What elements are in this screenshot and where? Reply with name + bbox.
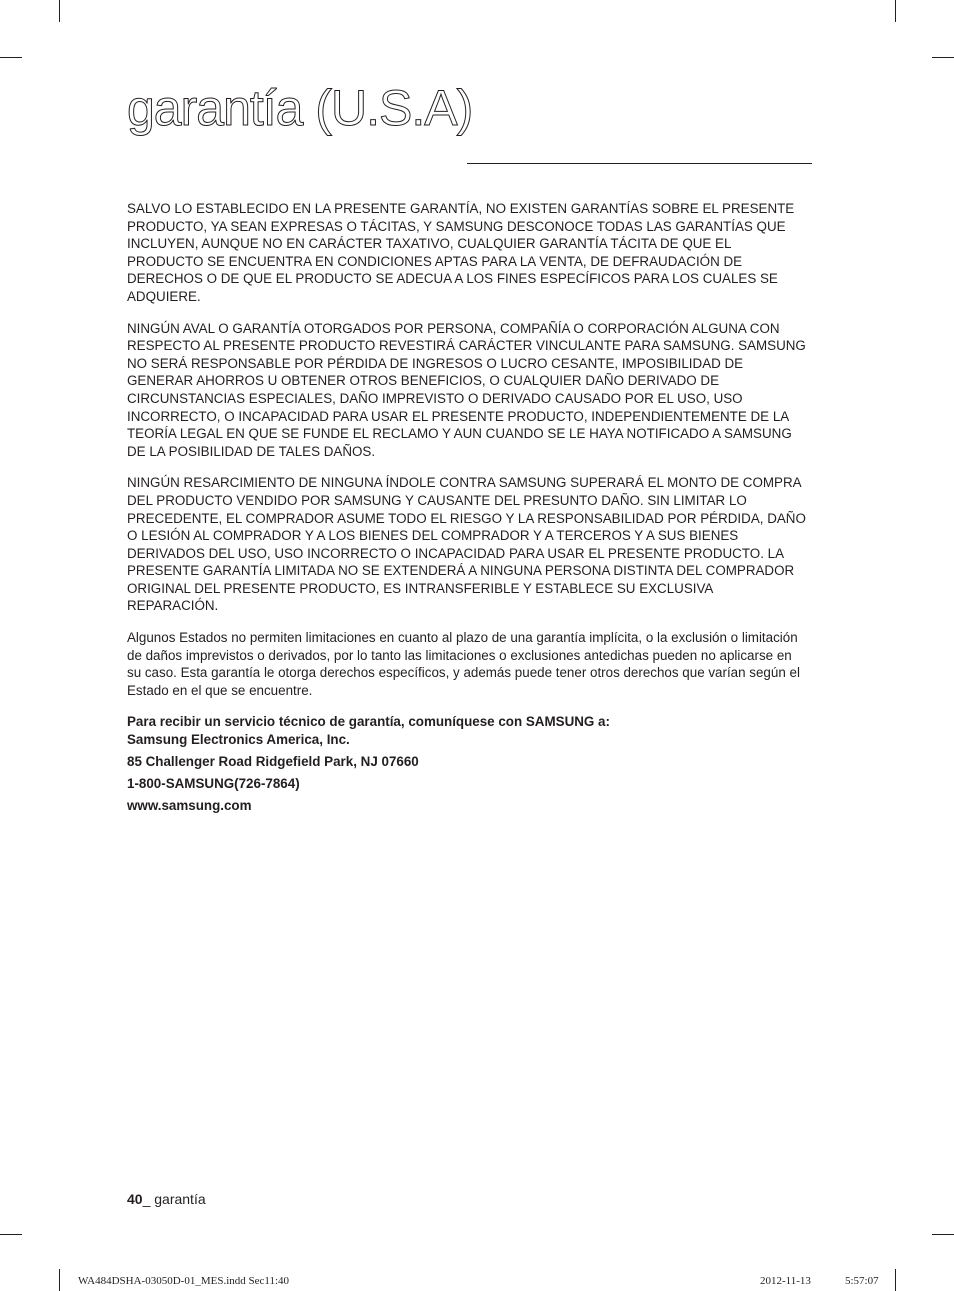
crop-mark-top-left-horizontal [0, 57, 22, 58]
crop-mark-bottom-left-horizontal [0, 1234, 22, 1235]
crop-mark-bottom-right-vertical [895, 1269, 896, 1291]
page-number: 40 [127, 1191, 143, 1207]
contact-company: Samsung Electronics America, Inc. [127, 732, 350, 748]
paragraph-liability: NINGÚN AVAL O GARANTÍA OTORGADOS POR PERSONA, COMPAÑÍA O CORPORACIÓN ALGUNA CON RESPECTO AL PRESENTE PRODUCTO REVESTIRÁ CARÁCTER VINCULANTE PARA SAMSUNG. SAMSUNG NO SERÁ RESPONSABLE POR PÉRDIDA DE INGRESOS O LUCRO CESANTE, IMPOSIBILIDAD DE GENERAR AHORROS U OBTENER OTROS BENEFICIOS, O CUALQUIER DAÑO DERIVADO DE CIRCUNSTANCIAS ESPECIALES, DAÑO IMPREVISTO O DERIVADO CAUSADO POR EL USO, USO INCORRECTO, O INCAPACIDAD PARA USAR EL PRESENTE PRODUCTO, INDEPENDIENTEMENTE DE LA TEORÍA LEGAL EN QUE SE FUNDE EL RECLAMO Y AUN CUANDO SE LE HAYA NOTIFICADO A SAMSUNG DE LA POSIBILIDAD DE TALES DAÑOS. [127, 320, 806, 459]
page-footer [127, 1191, 206, 1207]
paragraph-disclaimer: SALVO LO ESTABLECIDO EN LA PRESENTE GARANTÍA, NO EXISTEN GARANTÍAS SOBRE EL PRESENTE PRODUCTO, YA SEAN EXPRESAS O TÁCITAS, Y SAMSUNG DESCONOCE TODAS LAS GARANTÍAS QUE INCLUYEN, AUNQUE NO EN CARÁCTER TAXATIVO, CUALQUIER GARANTÍA TÁCITA DE QUE EL PRODUCTO SE ENCUENTRA EN CONDICIONES APTAS PARA LA VENTA, DE DEFRAUDACIÓN DE DERECHOS O DE QUE EL PRODUCTO SE ADECUA A LOS FINES ESPECÍFICOS PARA LOS CUALES SE ADQUIERE. [127, 201, 795, 304]
crop-mark-top-right-horizontal [932, 57, 954, 58]
slug-time: 5:57:07 [845, 1275, 879, 1287]
contact-address: 85 Challenger Road Ridgefield Park, NJ 07660 [127, 754, 419, 770]
footer-section: _ garantía [142, 1191, 206, 1207]
slug-date: 2012-11-13 [760, 1275, 811, 1287]
crop-mark-bottom-right-horizontal [932, 1234, 954, 1235]
paragraph-remedy: NINGÚN RESARCIMIENTO DE NINGUNA ÍNDOLE CONTRA SAMSUNG SUPERARÁ EL MONTO DE COMPRA DEL PRODUCTO VENDIDO POR SAMSUNG Y CAUSANTE DEL PRESUNTO DAÑO. SIN LIMITAR LO PRECEDENTE, EL COMPRADOR ASUME TODO EL RIESGO Y LA RESPONSABILIDAD POR PÉRDIDA, DAÑO O LESIÓN AL COMPRADOR Y A LOS BIENES DEL COMPRADOR Y A TERCEROS Y A SUS BIENES DERIVADOS DEL USO, USO INCORRECTO O INCAPACIDAD PARA USAR EL PRESENTE PRODUCTO. LA PRESENTE GARANTÍA LIMITADA NO SE EXTENDERÁ A NINGUNA PERSONA DISTINTA DEL COMPRADOR ORIGINAL DEL PRESENTE PRODUCTO, ES INTRANSFERIBLE Y ESTABLECE SU EXCLUSIVA REPARACIÓN. [127, 475, 806, 614]
crop-mark-top-left-vertical [59, 0, 60, 22]
contact-intro: Para recibir un servicio técnico de garantía, comuníquese con SAMSUNG a: [127, 714, 610, 730]
contact-website[interactable]: www.samsung.com [127, 798, 252, 814]
contact-phone: 1-800-SAMSUNG(726-7864) [127, 776, 300, 792]
title-row [127, 79, 812, 166]
page-title: garantía (U.S.A) [127, 79, 473, 136]
paragraph-state-rights: Algunos Estados no permiten limitaciones en cuanto al plazo de una garantía implícita, o la exclusión o limitación de daños imprevistos o derivados, por lo tanto las limitaciones o exclusiones antedichas pueden no aplicarse en su caso. Esta garantía le otorga derechos específicos, y además puede tener otros derechos que varían según el Estado en el que se encuentre. [127, 630, 800, 698]
crop-mark-top-right-vertical [895, 0, 896, 22]
crop-mark-bottom-left-vertical [59, 1269, 60, 1291]
warranty-content [127, 200, 807, 815]
contact-block [127, 713, 807, 815]
slug-file: WA484DSHA-03050D-01_MES.indd Sec11:40 [78, 1275, 290, 1287]
title-rule [467, 163, 812, 164]
